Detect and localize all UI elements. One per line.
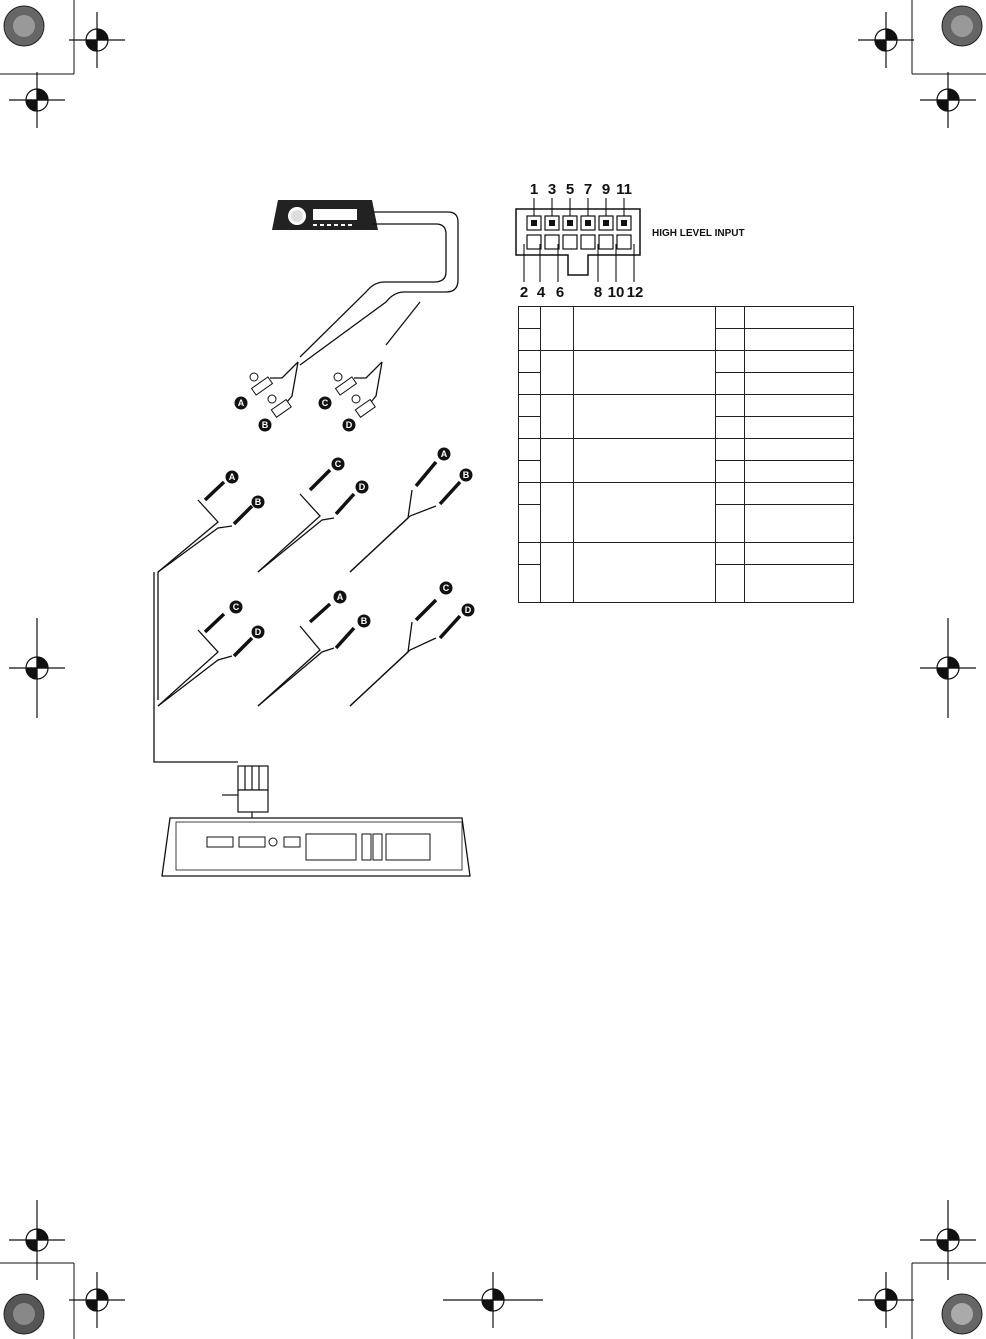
pin-label: 4 [536,284,546,301]
speaker-lead-pair-cd [319,362,383,432]
svg-text:D: D [345,420,353,430]
pin-label: 10 [607,284,625,301]
svg-text:A: A [336,592,344,602]
svg-text:A: A [440,449,448,459]
wiring-table [518,306,854,603]
table-row [519,351,854,373]
svg-text:C: C [232,602,240,612]
pin-label: 7 [583,181,593,198]
amplifier-unit [162,818,470,876]
svg-text:B: B [360,616,368,626]
svg-text:D: D [358,482,366,492]
svg-text:C: C [321,398,329,408]
pin-label: 2 [519,284,529,301]
table-row [519,395,854,417]
pin-label: 3 [547,181,557,198]
svg-text:B: B [261,420,269,430]
pin-label: 8 [593,284,603,301]
harness-group-lower [158,622,436,706]
car-stereo-head-unit [272,200,378,230]
table-row [519,543,854,565]
high-level-input-connector [516,181,745,301]
table-row [519,307,854,329]
table-row [519,439,854,461]
svg-text:A: A [237,398,245,408]
pin-label: 11 [616,181,632,198]
pin-label: 9 [601,181,611,198]
svg-text:A: A [228,472,236,482]
svg-text:B: B [254,497,262,507]
svg-text:D: D [464,605,472,615]
pin-label: 1 [529,181,539,198]
svg-text:B: B [462,470,470,480]
svg-text:C: C [442,583,450,593]
speaker-output-cable [300,212,458,365]
pin-label: 12 [626,284,644,301]
color-calibration-wheel [4,6,982,1334]
table-row [519,483,854,505]
harness-group-upper [154,490,436,762]
harness-arrows [205,448,475,657]
connector-title: HIGH LEVEL INPUT [652,228,745,239]
pin-label: 6 [555,284,565,301]
pin-label: 5 [565,181,575,198]
svg-text:C: C [334,459,342,469]
svg-text:D: D [254,627,262,637]
speaker-lead-pair-ab [235,362,299,432]
